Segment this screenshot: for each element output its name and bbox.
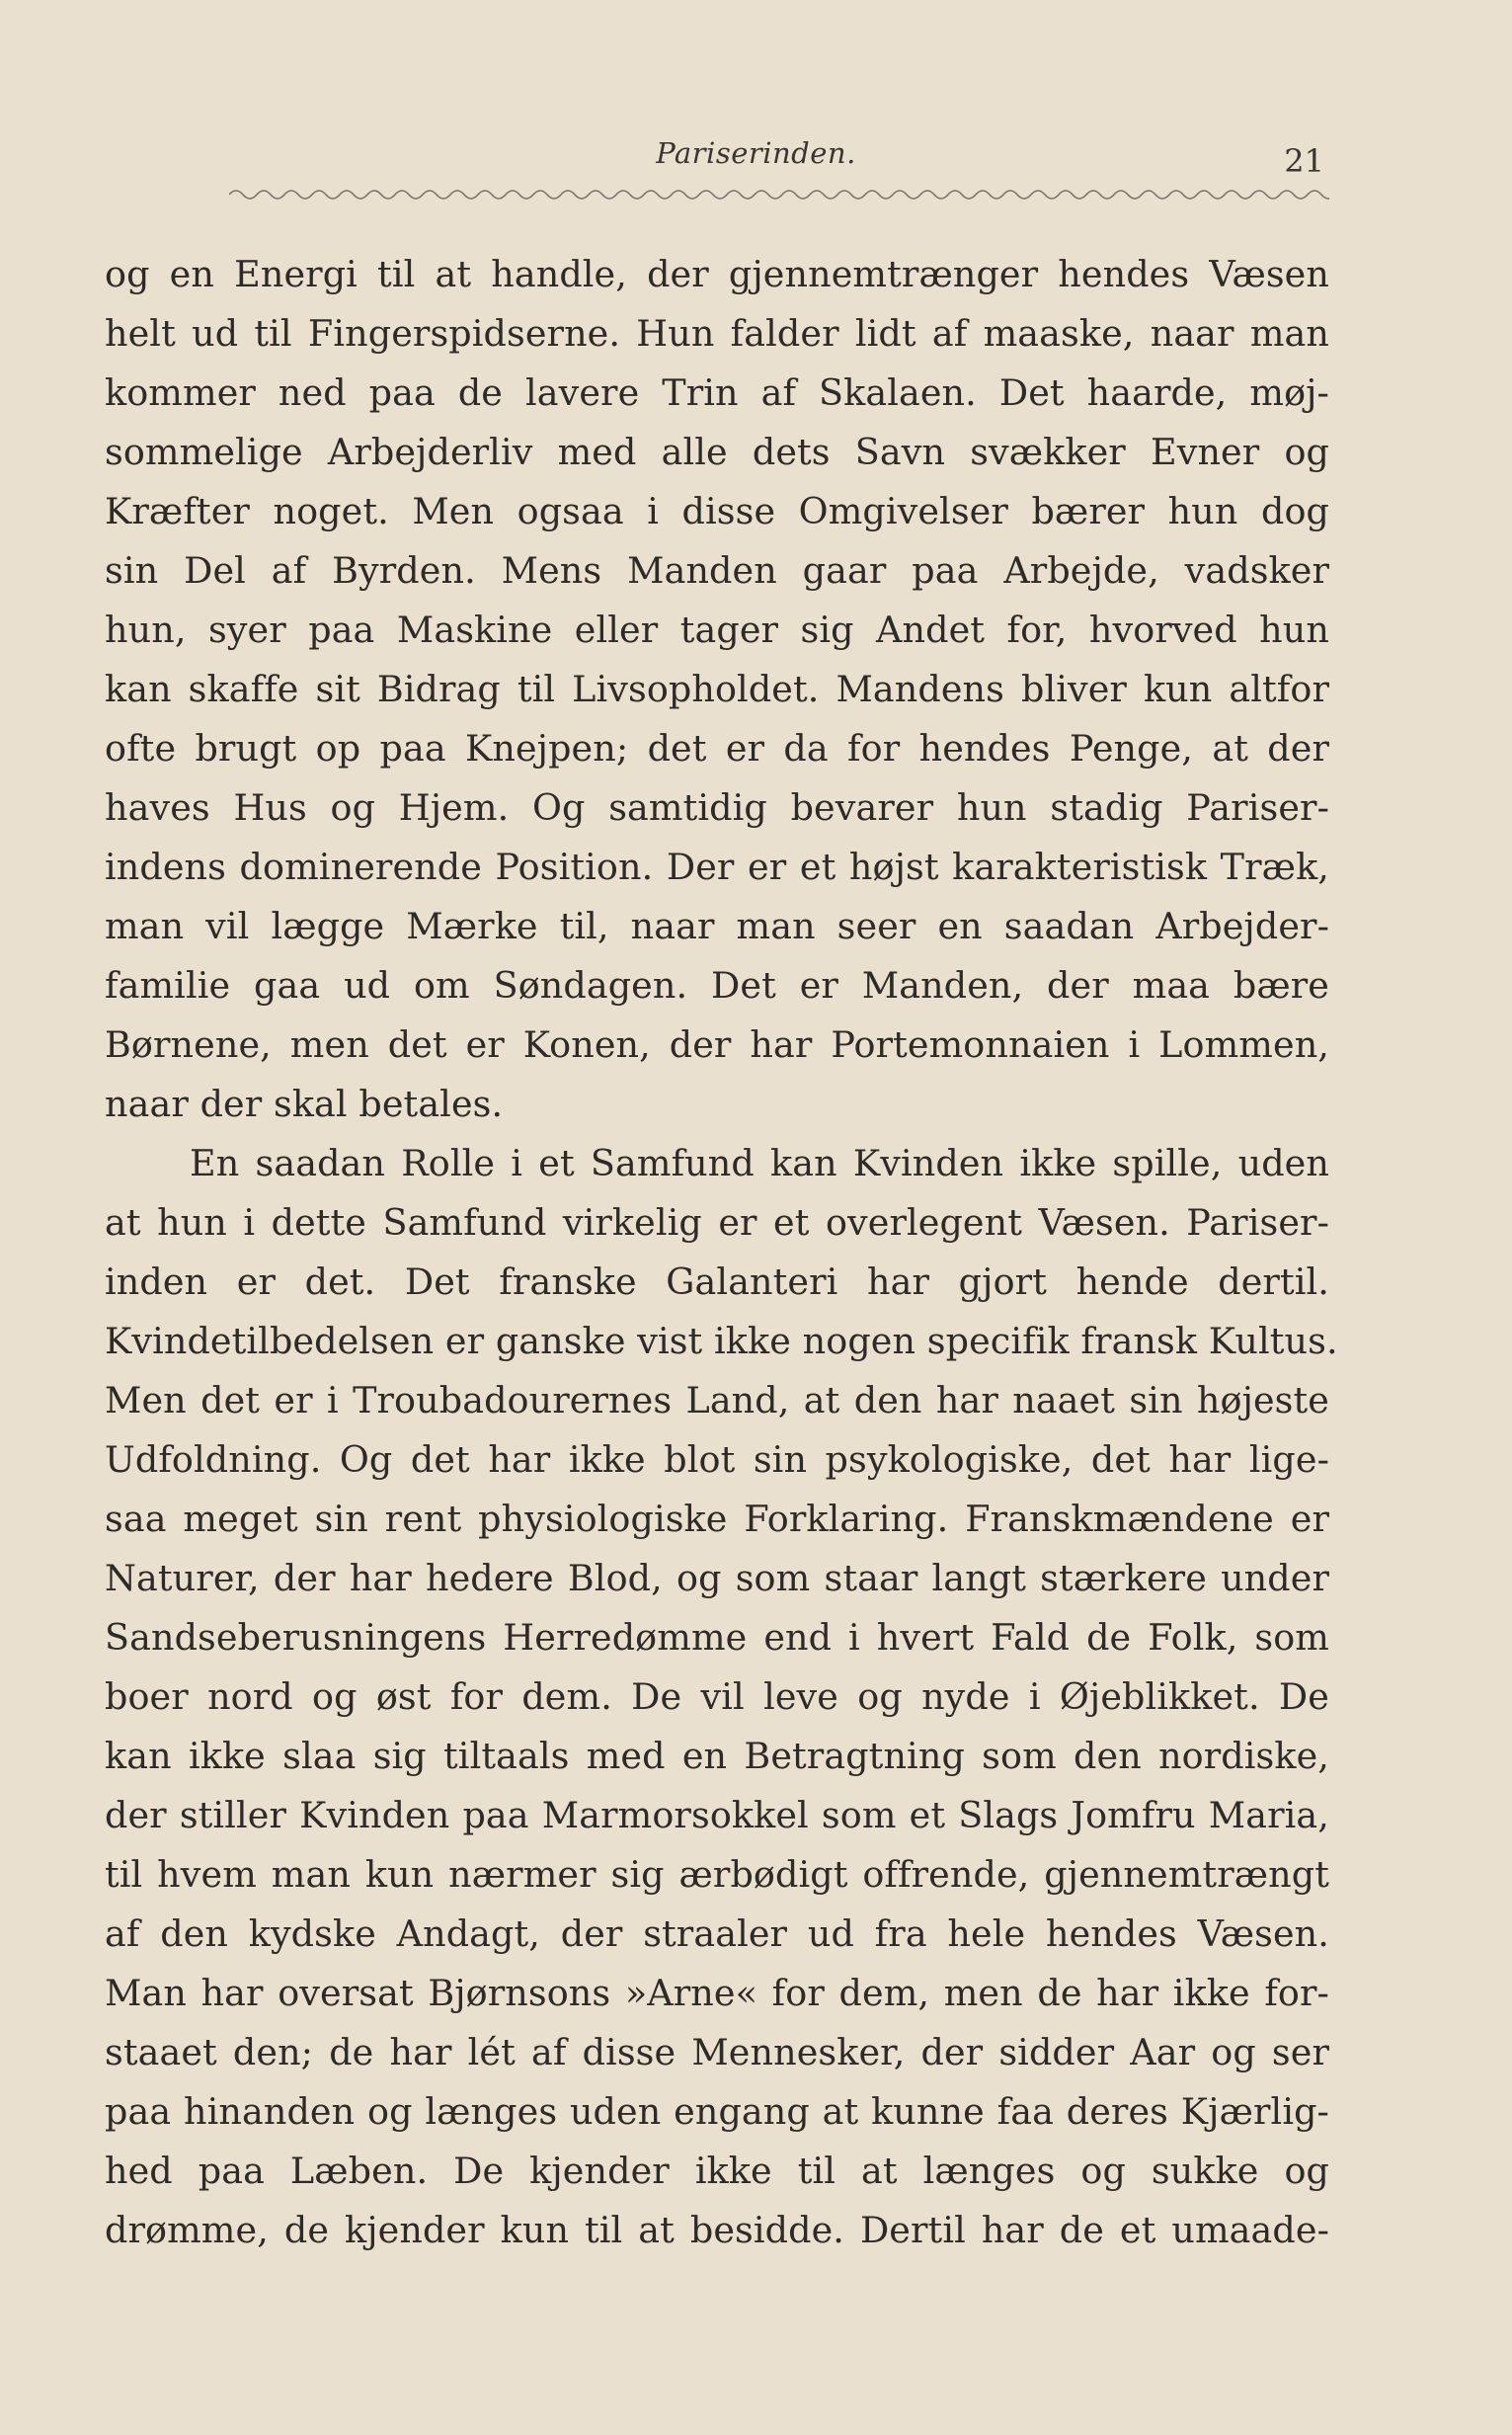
text-line: staaet den; de har lét af disse Mennesker, der sidder Aar og ser bbox=[105, 2031, 1329, 2073]
text-line: naar der skal betales. bbox=[105, 1083, 504, 1125]
text-line: ofte brugt op paa Knejpen; det er da for hendes Penge, at der bbox=[105, 727, 1329, 770]
text-line: helt ud til Fingerspidserne. Hun falder lidt af maaske, naar man bbox=[105, 312, 1329, 355]
page-number: 21 bbox=[1284, 142, 1324, 180]
text-line: og en Energi til at handle, der gjennemtrænger hendes Væsen bbox=[105, 253, 1329, 295]
text-line: Udfoldning. Og det har ikke blot sin psykologiske, det har lige- bbox=[105, 1438, 1329, 1481]
running-title: Pariserinden. bbox=[656, 136, 856, 170]
text-line: af den kydske Andagt, der straaler ud fra hele hendes Væsen. bbox=[105, 1912, 1329, 1955]
text-line: kommer ned paa de lavere Trin af Skalaen. Det haarde, møj- bbox=[105, 371, 1329, 414]
text-line: Men det er i Troubadourernes Land, at den har naaet sin højeste bbox=[105, 1379, 1329, 1421]
paragraph bbox=[105, 1134, 1338, 2260]
text-line: Sandseberusningens Herredømme end i hvert Fald de Folk, som bbox=[105, 1616, 1329, 1659]
text-line: Kræfter noget. Men ogsaa i disse Omgivelser bærer hun dog bbox=[105, 490, 1329, 532]
text-line: der stiller Kvinden paa Marmorsokkel som et Slags Jomfru Maria, bbox=[105, 1794, 1329, 1836]
text-line: til hvem man kun nærmer sig ærbødigt offrende, gjennemtrængt bbox=[105, 1853, 1329, 1896]
text-line: man vil lægge Mærke til, naar man seer en saadan Arbejder- bbox=[105, 905, 1329, 947]
paragraph bbox=[105, 245, 1329, 1134]
text-line: at hun i dette Samfund virkelig er et overlegent Væsen. Pariser- bbox=[105, 1201, 1329, 1244]
text-line: kan skaffe sit Bidrag til Livsopholdet. Mandens bliver kun altfor bbox=[105, 668, 1329, 710]
text-line: saa meget sin rent physiologiske Forklaring. Franskmændene er bbox=[105, 1498, 1329, 1540]
text-line: sommelige Arbejderliv med alle dets Savn svækker Evner og bbox=[105, 431, 1329, 473]
body-text bbox=[105, 245, 1338, 2260]
text-line: indens dominerende Position. Der er et højst karakteristisk Træk, bbox=[105, 846, 1329, 888]
text-line: hed paa Læben. De kjender ikke til at længes og sukke og bbox=[105, 2150, 1329, 2192]
text-line: hun, syer paa Maskine eller tager sig Andet for, hvorved hun bbox=[105, 609, 1329, 651]
text-line: paa hinanden og længes uden engang at kunne faa deres Kjærlig- bbox=[105, 2090, 1329, 2133]
text-line: Naturer, der har hedere Blod, og som staar langt stærkere under bbox=[105, 1557, 1329, 1599]
decorative-rule bbox=[229, 184, 1329, 205]
running-head bbox=[0, 136, 1512, 180]
text-line: kan ikke slaa sig tiltaals med en Betragtning som den nordiske, bbox=[105, 1735, 1329, 1777]
text-line: En saadan Rolle i et Samfund kan Kvinden ikke spille, uden bbox=[190, 1142, 1329, 1184]
text-line: Kvindetilbedelsen er ganske vist ikke nogen specifik fransk Kultus. bbox=[105, 1320, 1338, 1362]
text-line: haves Hus og Hjem. Og samtidig bevarer hun stadig Pariser- bbox=[105, 786, 1329, 829]
text-line: inden er det. Det franske Galanteri har gjort hende dertil. bbox=[105, 1260, 1329, 1303]
text-line: familie gaa ud om Søndagen. Det er Manden, der maa bære bbox=[105, 964, 1329, 1007]
text-line: boer nord og øst for dem. De vil leve og nyde i Øjeblikket. De bbox=[105, 1675, 1329, 1718]
text-line: drømme, de kjender kun til at besidde. Dertil har de et umaade- bbox=[105, 2209, 1329, 2251]
text-line: Børnene, men det er Konen, der har Portemonnaien i Lommen, bbox=[105, 1023, 1329, 1066]
text-line: sin Del af Byrden. Mens Manden gaar paa Arbejde, vadsker bbox=[105, 549, 1329, 592]
text-line: Man har oversat Bjørnsons »Arne« for dem, men de har ikke for- bbox=[105, 1972, 1329, 2014]
